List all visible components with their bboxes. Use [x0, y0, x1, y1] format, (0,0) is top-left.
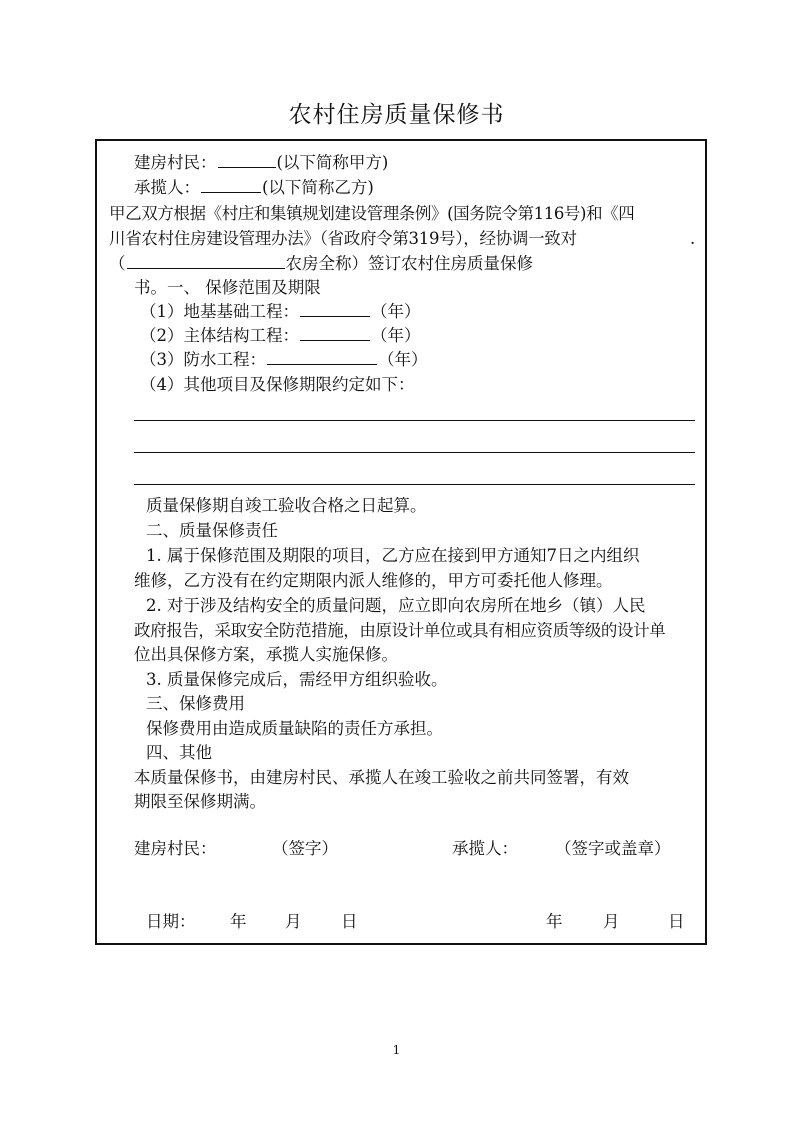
- contractor-date-day[interactable]: 日: [668, 912, 685, 931]
- scope-item-blank[interactable]: [300, 326, 370, 341]
- contractor-date-year[interactable]: 年: [546, 912, 563, 931]
- intro-line-2-mark: .: [690, 229, 696, 248]
- section2-p3: 3. 质量保修完成后，需经甲方组织验收。: [146, 670, 448, 689]
- other-items-rule-3[interactable]: [134, 484, 695, 485]
- section3-body: 保修费用由造成质量缺陷的责任方承担。: [146, 719, 443, 738]
- intro-line-3-open: （: [109, 254, 126, 273]
- scope-item-unit: （年）: [371, 302, 421, 321]
- section2-p1-line1: 1. 属于保修范围及期限的项目，乙方应在接到甲方通知7日之内组织: [146, 546, 640, 565]
- section2-heading: 二、质量保修责任: [146, 521, 278, 540]
- other-items-label: 其他项目及保修期限约定如下：: [183, 375, 415, 394]
- intro-line-1: 甲乙双方根据《村庄和集镇规划建设管理条例》(国务院令第116号)和《四: [109, 204, 635, 223]
- party-b-line: [134, 178, 374, 198]
- other-items-num: （4）: [140, 375, 184, 394]
- scope-item-label: 地基基础工程：: [183, 302, 299, 321]
- scope-item: [140, 326, 421, 346]
- section2-p2-line2: 政府报告，采取安全防范措施，由原设计单位或具有相应资质等级的设计单: [134, 621, 666, 640]
- contractor-date-month[interactable]: 月: [603, 912, 620, 931]
- section3-heading: 三、保修费用: [146, 694, 245, 713]
- section4-heading: 四、其他: [146, 743, 212, 762]
- villager-sign-label: 建房村民：: [134, 839, 217, 858]
- scope-item-label: 主体结构工程：: [183, 326, 299, 345]
- section1-heading: 书。一、 保修范围及期限: [134, 278, 321, 297]
- villager-date-day[interactable]: 日: [341, 912, 358, 931]
- intro-line-3-rest: 农房全称）签订农村住房质量保修: [285, 254, 533, 273]
- scope-item-num: （1）: [140, 302, 184, 321]
- other-items-rule-1[interactable]: [134, 420, 695, 421]
- party-a-label: 建房村民：: [134, 153, 217, 172]
- other-items-rule-2[interactable]: [134, 452, 695, 453]
- scope-item-unit: （年）: [371, 326, 421, 345]
- scope-item-num: （2）: [140, 326, 184, 345]
- warranty-start-text: 质量保修期自竣工验收合格之日起算。: [146, 496, 427, 515]
- section2-p2-line1: 2. 对于涉及结构安全的质量问题，应立即向农房所在地乡（镇）人民: [146, 596, 646, 615]
- party-b-blank[interactable]: [201, 178, 261, 193]
- scope-item: [140, 350, 428, 370]
- party-a-line: [134, 153, 388, 173]
- intro-line-3: [109, 254, 533, 274]
- section2-p2-line3: 位出具保修方案，承揽人实施保修。: [134, 645, 398, 664]
- section4-body-line2: 期限至保修期满。: [134, 792, 266, 811]
- section4-body-line1: 本质量保修书，由建房村民、承揽人在竣工验收之前共同签署，有效: [134, 768, 629, 787]
- other-items-line: [140, 375, 415, 395]
- party-b-label: 承揽人：: [134, 178, 200, 197]
- intro-line-2: 川省农村住房建设管理办法》（省政府令第319号），经协调一致对: [109, 229, 577, 248]
- page-number: 1: [392, 1043, 401, 1057]
- contractor-sign-label: 承揽人：: [452, 839, 518, 858]
- party-a-suffix: (以下简称甲方): [276, 153, 389, 172]
- contractor-signature-field[interactable]: （签字或盖章）: [555, 839, 671, 858]
- section2-p1-line2: 维修，乙方没有在约定期限内派人维修的，甲方可委托他人修理。: [134, 571, 613, 590]
- scope-item-blank[interactable]: [267, 350, 377, 365]
- villager-signature-field[interactable]: （签字）: [272, 839, 338, 858]
- villager-date-year[interactable]: 年: [230, 912, 247, 931]
- scope-item-num: （3）: [140, 350, 184, 369]
- scope-item-label: 防水工程：: [183, 350, 266, 369]
- document-title: 农村住房质量保修书: [288, 102, 505, 128]
- party-b-suffix: (以下简称乙方): [262, 178, 374, 197]
- villager-date-month[interactable]: 月: [285, 912, 302, 931]
- scope-item-blank[interactable]: [300, 302, 370, 317]
- scope-item: [140, 302, 421, 322]
- party-a-blank[interactable]: [218, 153, 276, 168]
- house-name-blank[interactable]: [127, 254, 285, 269]
- scope-item-unit: （年）: [378, 350, 428, 369]
- date-label: 日期：: [146, 912, 196, 931]
